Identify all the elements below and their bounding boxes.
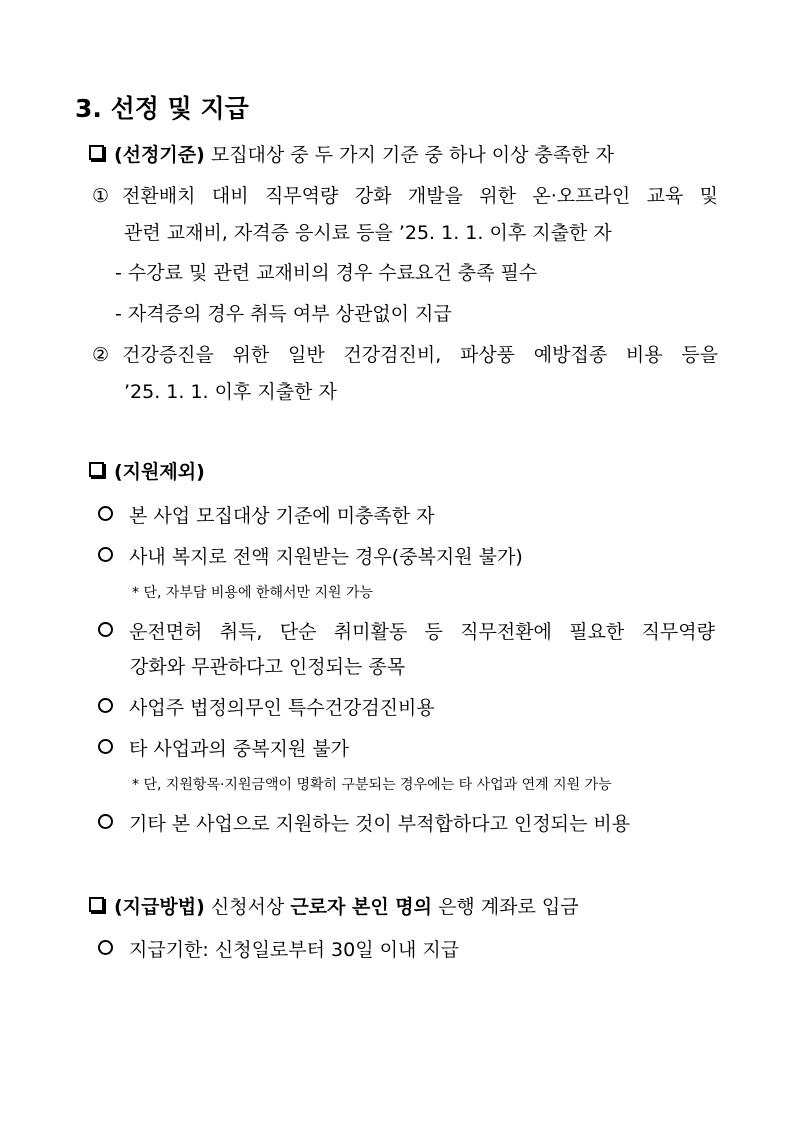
criteria-item-2-line-1: 건강증진을 위한 일반 건강검진비, 파상풍 예방접종 비용 등을 xyxy=(122,344,719,366)
checkbox-square-icon xyxy=(89,145,104,160)
circle-bullet-icon xyxy=(98,940,113,955)
circle-bullet-icon xyxy=(98,739,113,754)
exclusion-item-3-line-2: 강화와 무관하다고 인정되는 종목 xyxy=(130,656,406,678)
circle-bullet-icon xyxy=(98,698,113,713)
exclusion-item-3 xyxy=(98,618,715,646)
payment-item-text: 지급기한: 신청일로부터 30일 이내 지급 xyxy=(129,939,460,961)
circle-bullet-icon xyxy=(98,814,113,829)
criteria-dash-2: - 자격증의 경우 취득 여부 상관없이 지급 xyxy=(115,303,452,325)
criteria-item-2 xyxy=(92,341,718,369)
exclusion-item-2 xyxy=(98,543,523,571)
criteria-item-1-line-2: 관련 교재비, 자격증 응시료 등을 ’25. 1. 1. 이후 지출한 자 xyxy=(124,222,612,244)
circle-bullet-icon xyxy=(98,547,113,562)
exclusion-item-6-text: 기타 본 사업으로 지원하는 것이 부적합하다고 인정되는 비용 xyxy=(129,813,631,835)
exclusion-heading: (지원제외) xyxy=(114,461,205,483)
criteria-item-2-line-2: ’25. 1. 1. 이후 지출한 자 xyxy=(124,381,337,403)
exclusion-item-1-text: 본 사업 모집대상 기준에 미충족한 자 xyxy=(129,505,435,527)
criteria-item-1-line-1: 전환배치 대비 직무역량 강화 개발을 위한 온·오프라인 교육 및 xyxy=(122,185,719,207)
payment-text-bold: 근로자 본인 명의 xyxy=(290,896,433,918)
exclusion-item-5 xyxy=(98,735,349,763)
exclusion-item-2-text: 사내 복지로 전액 지원받는 경우(중복지원 불가) xyxy=(129,546,523,568)
circle-bullet-icon xyxy=(98,506,113,521)
exclusion-note-2: * 단, 지원항목·지원금액이 명확히 구분되는 경우에는 타 사업과 연계 지원 가능 xyxy=(132,777,612,793)
exclusion-item-1 xyxy=(98,502,435,530)
section-title: 3. 선정 및 지급 xyxy=(75,94,249,123)
criteria-dash-1: - 수강료 및 관련 교재비의 경우 수료요건 충족 필수 xyxy=(115,262,538,284)
payment-heading: (지급방법) xyxy=(114,896,205,918)
criteria-header xyxy=(89,141,614,169)
circled-one-marker: ① xyxy=(92,185,110,207)
circled-two-marker: ② xyxy=(92,344,110,366)
payment-text-after: 은행 계좌로 입금 xyxy=(438,896,579,918)
payment-item xyxy=(98,936,459,964)
circle-bullet-icon xyxy=(98,622,113,637)
criteria-heading: (선정기준) xyxy=(114,144,205,166)
exclusion-item-6 xyxy=(98,810,630,838)
exclusion-item-4-text: 사업주 법정의무인 특수건강검진비용 xyxy=(129,697,435,719)
payment-text-before: 신청서상 xyxy=(210,896,285,918)
checkbox-square-icon xyxy=(89,462,104,477)
exclusion-note-1: * 단, 자부담 비용에 한해서만 지원 가능 xyxy=(132,585,374,601)
checkbox-square-icon xyxy=(89,897,104,912)
criteria-item-1 xyxy=(92,182,718,210)
criteria-text: 모집대상 중 두 가지 기준 중 하나 이상 충족한 자 xyxy=(210,144,614,166)
exclusion-header xyxy=(89,458,205,486)
exclusion-item-5-text: 타 사업과의 중복지원 불가 xyxy=(129,738,350,760)
exclusion-item-4 xyxy=(98,694,435,722)
exclusion-item-3-text: 운전면허 취득, 단순 취미활동 등 직무전환에 필요한 직무역량 xyxy=(129,621,715,643)
payment-header xyxy=(89,893,579,921)
